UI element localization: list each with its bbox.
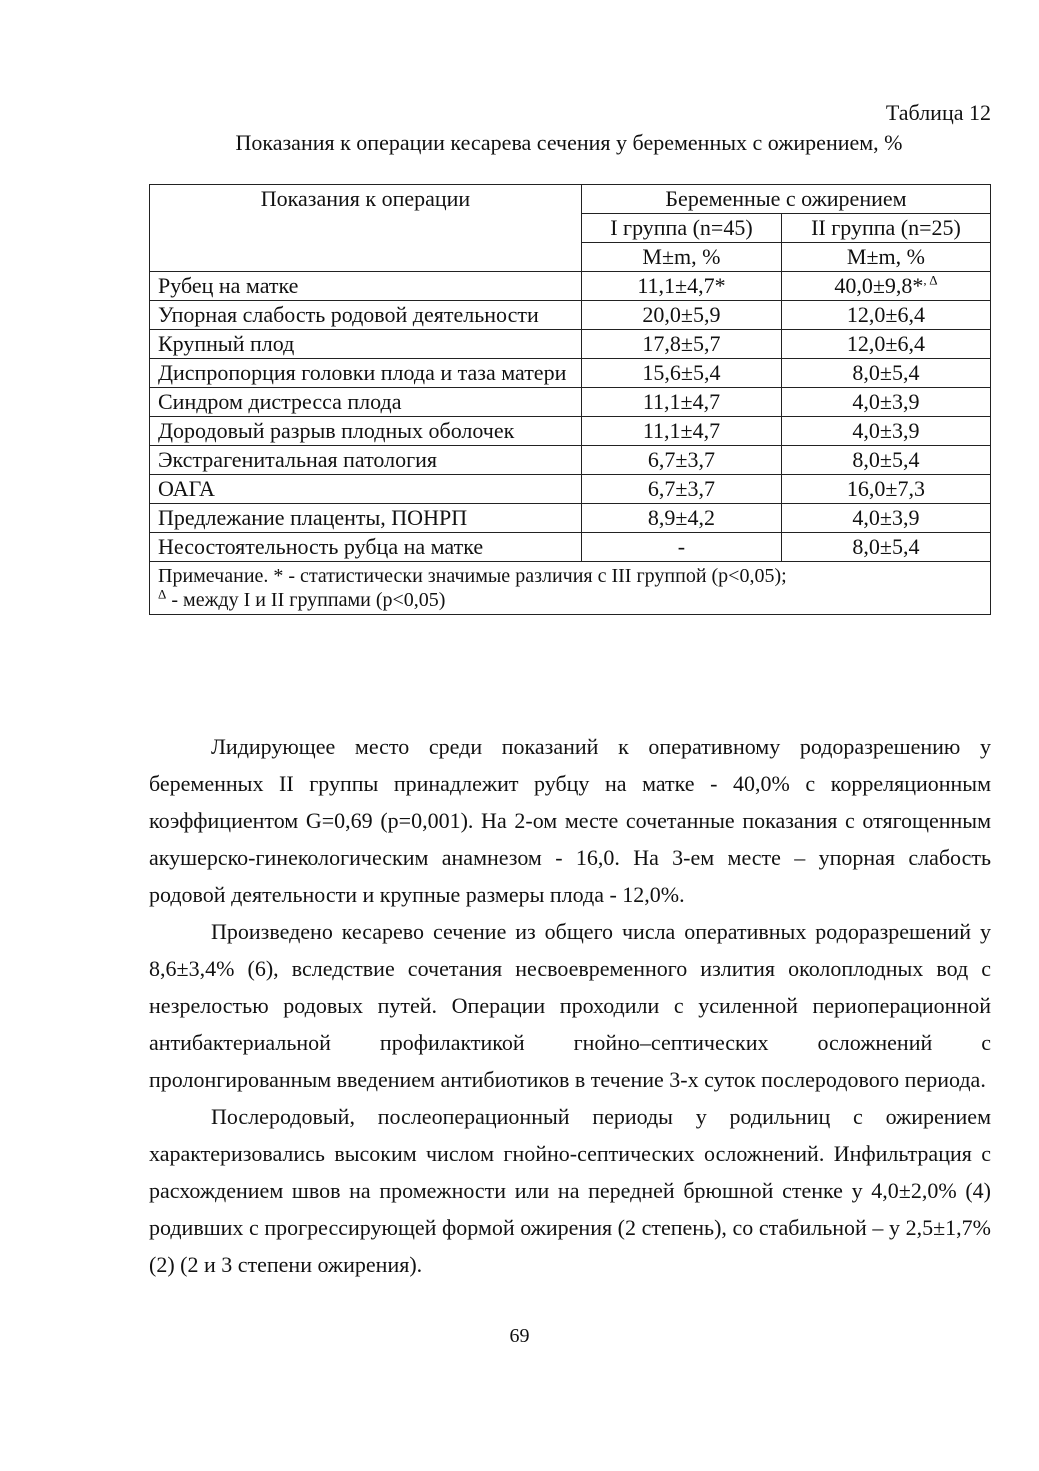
indications-table xyxy=(149,184,991,615)
table-row xyxy=(150,301,991,330)
row-group2-value: 4,0±3,9 xyxy=(781,504,990,533)
row-label: Диспропорция головки плода и таза матери xyxy=(150,359,582,388)
row-group2-value: 8,0±5,4 xyxy=(781,359,990,388)
header-group: Беременные с ожирением xyxy=(582,185,991,214)
row-group1-value: 11,1±4,7 xyxy=(582,417,782,446)
row-group1-value: 11,1±4,7 xyxy=(582,388,782,417)
table-row xyxy=(150,417,991,446)
table-row xyxy=(150,272,991,301)
row-label: Несостоятельность рубца на матке xyxy=(150,533,582,562)
paragraph: Произведено кесарево сечение из общего числа оперативных родоразрешений у 8,6±3,4% (6), вследствие сочетания несвоевременного излития околоплодных вод с незрелостью родовых путей. Операции проходили с усиленной периоперационной антибактериальной профилактикой гнойно–септических осложнений с пролонгированным введением антибиотиков в течение 3-х суток послеродового периода. xyxy=(149,919,991,1092)
row-group1-value: 8,9±4,2 xyxy=(582,504,782,533)
table-note xyxy=(150,562,991,615)
row-group2-cell xyxy=(781,272,990,301)
table-title: Показания к операции кесарева сечения у беременных с ожирением, % xyxy=(235,130,903,155)
body-text xyxy=(149,728,991,1283)
table-header-row xyxy=(150,185,991,214)
table-row xyxy=(150,475,991,504)
page-number: 69 xyxy=(509,1325,530,1347)
table-number: Таблица 12 xyxy=(885,100,991,125)
table-row xyxy=(150,533,991,562)
row-group1-value: 6,7±3,7 xyxy=(582,475,782,504)
row-group2-superscript: , Δ xyxy=(923,272,938,288)
row-group2-value: 12,0±6,4 xyxy=(781,330,990,359)
row-label: Крупный плод xyxy=(150,330,582,359)
row-label: ОАГА xyxy=(150,475,582,504)
row-label: Экстрагенитальная патология xyxy=(150,446,582,475)
row-group1-value: 20,0±5,9 xyxy=(582,301,782,330)
row-group2-value: 12,0±6,4 xyxy=(781,301,990,330)
row-group1-value: 17,8±5,7 xyxy=(582,330,782,359)
table-row xyxy=(150,388,991,417)
header-stat2: M±m, % xyxy=(781,243,990,272)
row-label: Упорная слабость родовой деятельности xyxy=(150,301,582,330)
note-line-2-wrap xyxy=(158,588,982,612)
table-note-row xyxy=(150,562,991,615)
note-delta-superscript: Δ xyxy=(158,586,167,602)
row-group2-value: 8,0±5,4 xyxy=(781,446,990,475)
row-group2-value: 40,0±9,8* xyxy=(834,273,924,298)
row-group1-value: 6,7±3,7 xyxy=(582,446,782,475)
table-row xyxy=(150,359,991,388)
row-group2-value: 8,0±5,4 xyxy=(781,533,990,562)
row-label: Дородовый разрыв плодных оболочек xyxy=(150,417,582,446)
row-group2-value: 4,0±3,9 xyxy=(781,388,990,417)
row-label: Предлежание плаценты, ПОНРП xyxy=(150,504,582,533)
row-group1-value: 15,6±5,4 xyxy=(582,359,782,388)
paragraph: Послеродовый, послеоперационный периоды у родильниц с ожирением характеризовались высоким числом гнойно-септических осложнений. Инфильтрация с расхождением швов на промежности или на передней брюшной стенке у 4,0±2,0% (4) родивших с прогрессирующей формой ожирения (2 степень), со стабильной – у 2,5±1,7% (2) (2 и 3 степени ожирения). xyxy=(149,1104,991,1277)
header-group2: II группа (n=25) xyxy=(781,214,990,243)
row-group1-value: 11,1±4,7* xyxy=(582,272,782,301)
header-indication: Показания к операции xyxy=(150,185,582,272)
note-line-2: - между I и II группами (p<0,05) xyxy=(166,589,446,611)
header-group1: I группа (n=45) xyxy=(582,214,782,243)
table-row xyxy=(150,446,991,475)
table-row xyxy=(150,330,991,359)
row-label: Рубец на матке xyxy=(150,272,582,301)
row-group2-value: 16,0±7,3 xyxy=(781,475,990,504)
row-group2-value: 4,0±3,9 xyxy=(781,417,990,446)
row-label: Синдром дистресса плода xyxy=(150,388,582,417)
table-row xyxy=(150,504,991,533)
paragraph: Лидирующее место среди показаний к оперативному родоразрешению у беременных II группы принадлежит рубцу на матке - 40,0% с корреляционным коэффициентом G=0,69 (p=0,001). На 2-ом месте сочетанные показания с отягощенным акушерско-гинекологическим анамнезом - 16,0. На 3-ем месте – упорная слабость родовой деятельности и крупные размеры плода - 12,0%. xyxy=(149,734,991,907)
row-group1-value: - xyxy=(582,533,782,562)
note-line-1: Примечание. * - статистически значимые различия с III группой (p<0,05); xyxy=(158,565,787,587)
header-stat1: M±m, % xyxy=(582,243,782,272)
